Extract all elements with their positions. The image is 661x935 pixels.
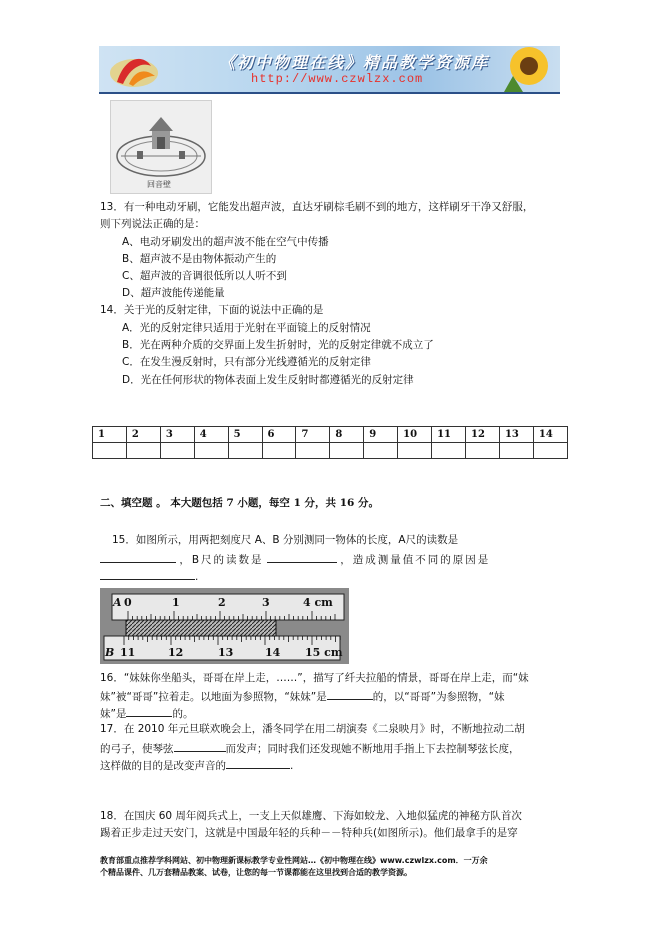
q18-line2: 踢着正步走过天安门，这就是中国最年轻的兵种－－特种兵(如图所示)。他们最拿手的是穿 — [100, 827, 518, 839]
q15-text-part3: ，造成测量值不同的原因是 — [340, 554, 491, 566]
q16-text-d: 的。 — [172, 708, 194, 720]
ruler-figure — [100, 588, 349, 664]
q14-option-b: B．光在两种介质的交界面上发生折射时，光的反射定律就不成立了 — [122, 339, 434, 351]
ruler-b-tick-2: 13 — [218, 646, 234, 659]
ruler-a-unit: 4 cm — [303, 596, 333, 609]
q16-line1: 16．“妹妹你坐船头，哥哥在岸上走，……”，描写了纤夫拉船的情景，哥哥在岸上走，而“妹 — [100, 672, 529, 684]
q15-blank-b[interactable] — [267, 551, 337, 563]
footer-line2: 个精品课件、几万套精品教案、试卷，让您的每一节课都能在这里找到合适的教学资源。 — [100, 868, 412, 877]
answer-table — [92, 426, 568, 459]
q17-blank-2[interactable] — [226, 757, 290, 769]
q13-stem-line2: 则下列说法正确的是： — [100, 218, 205, 230]
banner-title: 《初中物理在线》精品教学资源库 — [219, 53, 490, 72]
answer-cell[interactable] — [93, 443, 127, 459]
q13-option-a: A、电动牙刷发出的超声波不能在空气中传播 — [122, 236, 329, 248]
q13-option-b: B、超声波不是由物体振动产生的 — [122, 253, 277, 265]
q13-option-c: C、超声波的音调很低所以人听不到 — [122, 270, 287, 282]
q17-text-b: 而发声；同时我们还发现她不断地用手指上下去控制琴弦长度， — [225, 743, 520, 755]
answer-table-answer-row — [93, 443, 568, 459]
table-cell: 3 — [160, 427, 194, 443]
table-cell: 11 — [432, 427, 466, 443]
q16-text-c: 妹”是 — [100, 708, 127, 720]
answer-cell[interactable] — [160, 443, 194, 459]
ruler-a-tick-2: 2 — [218, 596, 226, 609]
q17-text-d: . — [290, 760, 294, 772]
footer-line1: 教育部重点推荐学科网站、初中物理新课标教学专业性网站…《初中物理在线》www.czwlzx.com．一万余 — [100, 856, 488, 865]
q15-line1 — [112, 533, 458, 547]
answer-cell[interactable] — [432, 443, 466, 459]
header-banner — [99, 46, 560, 94]
q15-end: . — [195, 571, 199, 583]
answer-cell[interactable] — [364, 443, 398, 459]
table-cell: 5 — [228, 427, 262, 443]
banner-url[interactable]: http://www.czwlzx.com — [251, 72, 424, 86]
q13-option-d: D、超声波能传递能量 — [122, 287, 225, 299]
answer-cell[interactable] — [398, 443, 432, 459]
answer-cell[interactable] — [262, 443, 296, 459]
q14-option-a: A．光的反射定律只适用于光射在平面镜上的反射情况 — [122, 322, 371, 334]
table-cell: 4 — [194, 427, 228, 443]
q14-stem: 14．关于光的反射定律，下面的说法中正确的是 — [100, 304, 324, 316]
answer-cell[interactable] — [126, 443, 160, 459]
q16-text-a: 妹”被“哥哥”拉着走。以地面为参照物，“妹妹”是 — [100, 691, 327, 703]
q18-line1: 18．在国庆 60 周年阅兵式上，一支上天似雄鹰、下海如蛟龙、入地似猛虎的神秘方队首次 — [100, 810, 522, 822]
banner-divider — [99, 92, 560, 93]
q15-blank-a[interactable] — [100, 551, 176, 563]
ruler-b-unit: 15 cm — [305, 646, 343, 659]
table-cell: 9 — [364, 427, 398, 443]
ruler-b-tick-1: 12 — [168, 646, 184, 659]
answer-cell[interactable] — [194, 443, 228, 459]
q17-blank-1[interactable] — [174, 740, 226, 752]
table-cell: 13 — [499, 427, 533, 443]
table-cell: 8 — [330, 427, 364, 443]
q17-text-a: 的弓子，使琴弦 — [100, 743, 174, 755]
answer-cell[interactable] — [466, 443, 500, 459]
table-cell: 2 — [126, 427, 160, 443]
q16-blank-2[interactable] — [126, 705, 172, 717]
ruler-a-label: A — [113, 596, 122, 609]
table-cell: 7 — [296, 427, 330, 443]
q13-stem-line1: 13．有一种电动牙刷，它能发出超声波，直达牙刷棕毛刷不到的地方，这样刷牙干净又舒服， — [100, 201, 534, 213]
echo-wall-caption: 回音壁 — [147, 180, 171, 189]
q17-text-c: 这样做的目的是改变声音的 — [100, 760, 226, 772]
q16-text-b: 的，以“哥哥”为参照物，“妹 — [372, 691, 505, 703]
answer-cell[interactable] — [228, 443, 262, 459]
table-cell: 14 — [533, 427, 567, 443]
q15-line3 — [100, 568, 198, 584]
q15-text-part2: ，B尺的读数是 — [179, 554, 264, 566]
q15-blank-c[interactable] — [100, 568, 195, 580]
answer-table-header-row — [93, 427, 568, 443]
answer-cell[interactable] — [533, 443, 567, 459]
q17-line1: 17．在 2010 年元旦联欢晚会上，潘冬同学在用二胡演奏《二泉映月》时，不断地拉动二胡 — [100, 723, 525, 735]
ruler-a-tick-1: 1 — [172, 596, 180, 609]
table-cell: 1 — [93, 427, 127, 443]
answer-cell[interactable] — [330, 443, 364, 459]
ruler-a-tick-0: 0 — [124, 596, 132, 609]
table-cell: 12 — [466, 427, 500, 443]
answer-cell[interactable] — [296, 443, 330, 459]
q14-option-c: C．在发生漫反射时，只有部分光线遵循光的反射定律 — [122, 356, 371, 368]
answer-cell[interactable] — [499, 443, 533, 459]
q16-line3 — [100, 705, 193, 721]
q15-text-part1: 15．如图所示，用两把刻度尺 A、B 分别测同一物体的长度，A尺的读数是 — [112, 534, 459, 546]
ruler-b-tick-3: 14 — [265, 646, 281, 659]
q17-line2 — [100, 740, 520, 756]
q16-line2 — [100, 688, 505, 704]
table-cell: 10 — [398, 427, 432, 443]
section2-heading: 二、填空题 。 本大题包括 7 小题，每空 1 分，共 16 分。 — [100, 497, 379, 509]
ruler-a-tick-3: 3 — [262, 596, 270, 609]
table-cell: 6 — [262, 427, 296, 443]
ruler-b-label: B — [105, 646, 115, 659]
q16-blank-1[interactable] — [327, 688, 373, 700]
q14-option-d: D．光在任何形状的物体表面上发生反射时都遵循光的反射定律 — [122, 374, 414, 386]
ruler-b-tick-0: 11 — [120, 646, 136, 659]
q17-line3 — [100, 757, 293, 773]
echo-wall-figure — [110, 100, 212, 194]
q15-line2 — [100, 551, 490, 567]
